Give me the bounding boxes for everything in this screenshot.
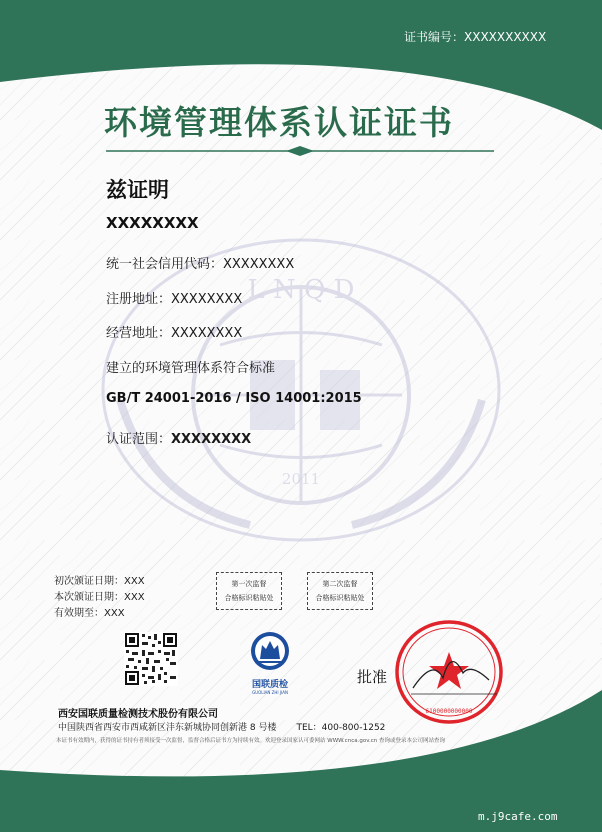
certificate-title: 环境管理体系认证证书 <box>104 103 454 142</box>
footnote: 本证书有效期内，获得的证书持有者须接受一次监督，监督合格后证书方为持续有效。欢迎登录国家认可委网站 WWW.cnca.gov.cn 查询或登录本公司网站查询 <box>56 738 446 744</box>
issuer-name: 西安国联质量检测技术股份有限公司 <box>58 709 218 720</box>
scope-line <box>106 428 251 447</box>
stamp-box-line: 第一次监督 <box>231 580 267 588</box>
this-issue-date: 本次颁证日期：XXX <box>54 592 145 603</box>
stamp-box-line: 合格标识粘贴处 <box>224 594 274 602</box>
second-surveillance-stamp-box <box>307 572 373 610</box>
svg-text:2011: 2011 <box>281 470 321 488</box>
first-surveillance-stamp-box <box>216 572 282 610</box>
standard-line: GB/T 24001-2016 / ISO 14001:2015 <box>106 391 362 406</box>
credit-code-line: 统一社会信用代码：XXXXXXXX <box>106 257 295 272</box>
registered-address-line: 注册地址：XXXXXXXX <box>106 292 243 307</box>
conformity-statement: 建立的环境管理体系符合标准 <box>106 361 276 376</box>
approval-label: 批准 <box>357 668 388 686</box>
company-name: XXXXXXXX <box>106 214 199 232</box>
company-seal <box>393 618 505 726</box>
logo-name: 国联质检 <box>251 680 288 690</box>
svg-text:L N Q D: L N Q D <box>247 275 355 305</box>
valid-until-date: 有效期至：XXX <box>54 608 125 619</box>
guolian-logo <box>242 631 298 695</box>
issuer-address: 中国陕西省西安市西咸新区沣东新城协同创新港 8 号楼 <box>58 723 277 733</box>
attest-heading: 兹证明 <box>106 178 169 202</box>
business-address-line: 经营地址：XXXXXXXX <box>106 326 243 341</box>
scope-label: 认证范围： <box>106 432 172 447</box>
svg-text:6100000000000: 6100000000000 <box>425 708 473 715</box>
scope-value: XXXXXXXX <box>171 432 252 447</box>
qr-code[interactable] <box>124 632 178 686</box>
issuer-phone: TEL：400-800-1252 <box>296 723 386 733</box>
site-watermark: m.j9cafe.com <box>478 810 558 823</box>
stamp-box-line: 合格标识粘贴处 <box>315 594 365 602</box>
logo-pinyin: GUOLIAN ZHI JIAN <box>252 690 288 695</box>
stamp-box-line: 第二次监督 <box>322 580 358 588</box>
guolian-emblem-icon <box>242 631 298 673</box>
issuer-address-line <box>58 720 385 733</box>
first-issue-date: 初次颁证日期：XXX <box>54 576 145 587</box>
certificate-number: 证书编号：XXXXXXXXXX <box>404 30 547 44</box>
